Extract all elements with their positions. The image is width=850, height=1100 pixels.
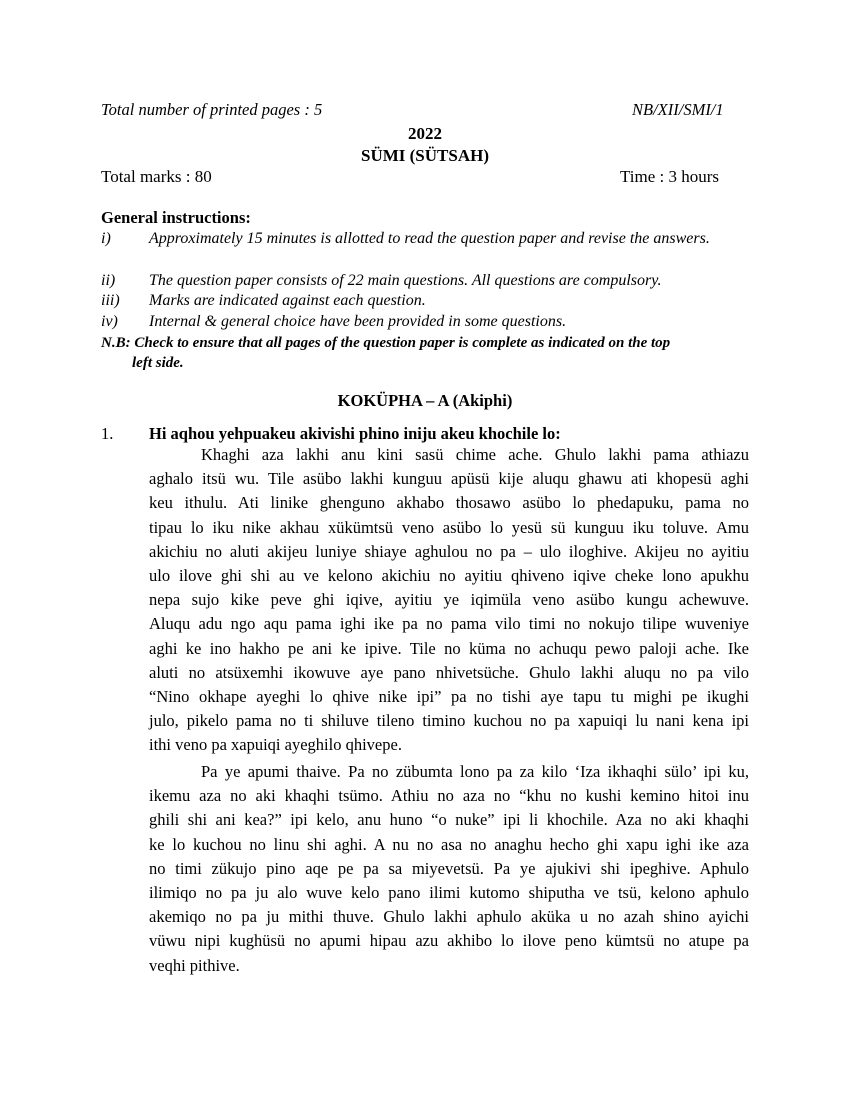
nb-note-line: left side. (132, 355, 184, 371)
instruction-item (101, 229, 741, 249)
paper-code: NB/XII/SMI/1 (632, 100, 724, 119)
passage-line: no timi zükujo pino aqe pe pa sa miyevetsü. Pa ye ajukivi shi ipeghive. Aphulo (149, 858, 749, 878)
total-marks: Total marks : 80 (101, 167, 212, 186)
passage-line: ke lo kuchou no linu shi aghi. A nu no asa no anaghu hecho ghi xapu ighi ike aza (149, 834, 749, 854)
passage-line: “Nino okhape ayeghi lo qhive nike ipi” pa no tishi aye tapu tu mighi pe ikughi (149, 687, 749, 707)
passage-line: akichiu no aluti akijeu luniye shiaye aghulou no pa – ulo iloghive. Akijeu no ayitiu (149, 541, 749, 561)
passage-paragraph-1 (149, 443, 749, 758)
instruction-item (101, 312, 741, 332)
passage-line: keu ithulu. Ati linike ghenguno akhabo thosawo asübo lo phedapuku, pama no (149, 493, 749, 513)
passage-line: ulo ilove ghi shi au ve kelono akichiu no ayitiu qhiveno iqive cheke lono apukhu (149, 566, 749, 586)
instructions-heading: General instructions: (101, 208, 251, 227)
passage-line: ithi veno pa xapuiqi ayeghilo qhivepe. (149, 735, 402, 755)
instruction-text: The question paper consists of 22 main questions. All questions are compulsory. (149, 272, 662, 289)
instruction-item (101, 271, 741, 291)
printed-pages-note: Total number of printed pages : 5 (101, 100, 323, 119)
passage-line: ilimiqo no pa ju alo wuve kelo pano ilimi kutomo shiputha ve tsü, kelono aphulo (149, 883, 749, 903)
passage-line: tipau lo iku nike akhau xükümtsü veno asübo lo yesü sü kunguu iku toluve. Amu (149, 517, 749, 537)
instruction-item (101, 291, 741, 311)
instruction-number: ii) (101, 272, 116, 289)
passage-paragraph-2 (149, 760, 749, 978)
instruction-text: Approximately 15 minutes is allotted to read the question paper and revise the answers. (149, 230, 710, 247)
passage-line: veqhi pithive. (149, 955, 240, 975)
passage-line: Khaghi aza lakhi anu kini sasü chime ache. Ghulo lakhi pama athiazu (201, 445, 749, 464)
passage-line: akemiqo no pa ju mithi thuve. Ghulo lakhi aphulo aküka u no azah shino ayichi (149, 907, 749, 927)
passage-line: Pa ye apumi thaive. Pa no zübumta lono pa za kilo ‘Iza ikhaqhi sülo’ ipi ku, (201, 762, 749, 781)
question-number: 1. (101, 424, 114, 443)
section-title: KOKÜPHA – A (Akiphi) (337, 391, 513, 410)
passage-line: ikemu aza no aki khaqhi tsümo. Athiu no aza no “khu no kushi kemino hitoi inu (149, 786, 749, 806)
question-prompt: Hi aqhou yehpuakeu akivishi phino iniju akeu khochile lo: (149, 424, 561, 443)
nb-note-line: N.B: Check to ensure that all pages of the question paper is complete as indicated on the top (101, 335, 671, 351)
passage-line: nepa sujo kike peve ghi iqive, ayitiu ye iqimüla veno asübo kungu achewuve. (149, 590, 749, 610)
passage-line: aghi ke ino hakho pe ani ke ipive. Tile no küma no achuqu pewo paloji ache. Ike (149, 638, 749, 658)
exam-time: Time : 3 hours (620, 167, 720, 186)
passage-line: Aluqu adu ngo aqu pama ighi ike pa no pama vilo timi no nokujo tilipe wuveniye (149, 614, 749, 634)
instruction-number: iii) (101, 292, 120, 309)
exam-year: 2022 (408, 124, 442, 143)
passage-line: aghalo itsü wu. Tile asübo lakhi kunguu apüsü kije aluqu ghawu ati khopesü aghi (149, 469, 749, 489)
instruction-text: Marks are indicated against each question. (149, 292, 426, 309)
instruction-number: i) (101, 230, 111, 247)
passage-line: ghili shi ani kea?” ipi kelo, anu huno “o nuke” ipi li khochile. Aza no aki khaqhi (149, 810, 749, 830)
passage-line: vüwu nipi kughüsü no apumi hipau azu akhibo lo ilove peno kümtsü no atupe pa (149, 931, 749, 951)
nb-note (101, 333, 741, 373)
passage-line: aluti no atsüxemhi ikowuve aye pano nhivetsüche. Ghulo lakhi aluqu no pa vilo (149, 662, 749, 682)
instruction-text: Internal & general choice have been provided in some questions. (149, 313, 567, 330)
instruction-number: iv) (101, 313, 118, 330)
passage-line: julo, pikelo pama no ti shiluve tileno timino kuchou no pa xapuiqi lu nani kena ipi (149, 711, 749, 731)
subject-title: SÜMI (SÜTSAH) (361, 146, 489, 165)
